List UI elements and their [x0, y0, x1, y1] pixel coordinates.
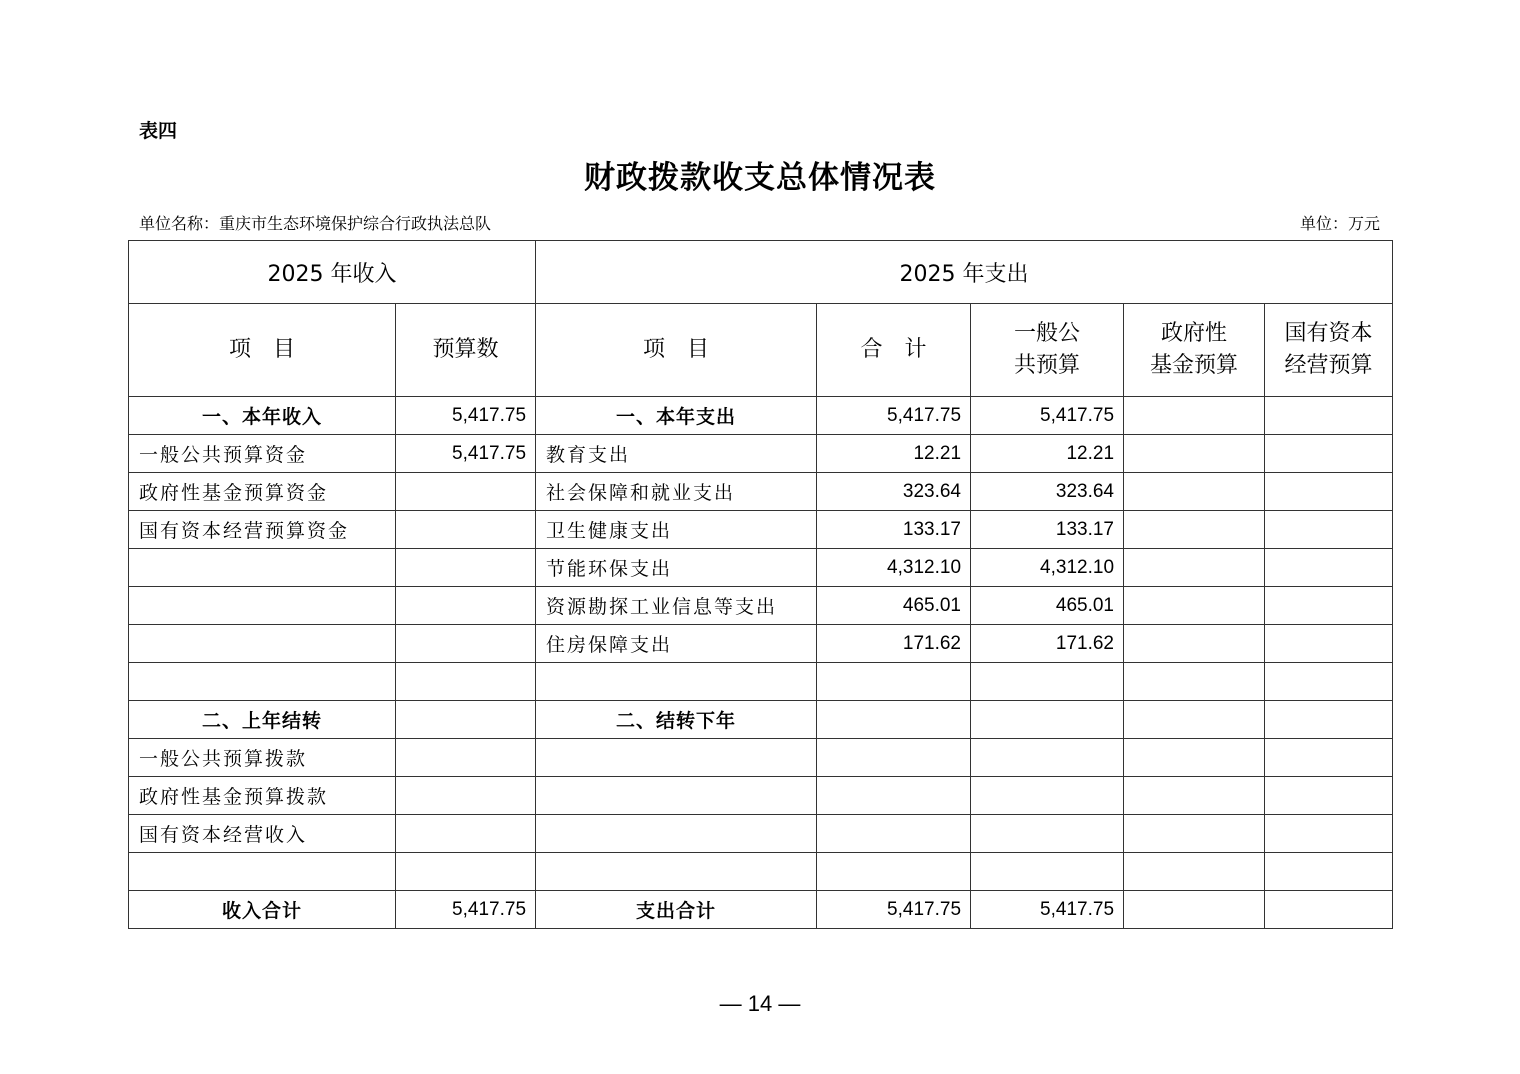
state-capital-cell: [1265, 435, 1393, 473]
income-budget-cell: [396, 511, 536, 549]
table-row: [129, 625, 1393, 663]
income-budget-cell: 5,417.75: [396, 435, 536, 473]
expense-item-cell: 教育支出: [536, 435, 817, 473]
col-gov-fund: 政府性 基金预算: [1124, 304, 1265, 397]
page-title: 财政拨款收支总体情况表: [584, 160, 936, 196]
state-capital-cell: [1265, 473, 1393, 511]
table-row: [129, 701, 1393, 739]
col-total: 合 计: [817, 304, 971, 397]
gov-fund-cell: [1124, 853, 1265, 891]
income-item-cell: 国有资本经营收入: [129, 815, 396, 853]
income-item-cell: 政府性基金预算拨款: [129, 777, 396, 815]
expense-item-cell: 资源勘探工业信息等支出: [536, 587, 817, 625]
income-budget-cell: [396, 625, 536, 663]
total-cell: 323.64: [817, 473, 971, 511]
income-item-cell: [129, 853, 396, 891]
income-budget-cell: [396, 777, 536, 815]
income-budget-cell: [396, 663, 536, 701]
table-row: [129, 815, 1393, 853]
expense-item-cell: 卫生健康支出: [536, 511, 817, 549]
income-budget-cell: [396, 853, 536, 891]
income-item-cell: 政府性基金预算资金: [129, 473, 396, 511]
income-budget-cell: [396, 473, 536, 511]
col-state-capital: 国有资本 经营预算: [1265, 304, 1393, 397]
col-expense-item: 项 目: [536, 304, 817, 397]
expense-item-cell: 二、结转下年: [536, 701, 817, 739]
income-group-header: 2025 年收入: [129, 241, 536, 304]
income-item-cell: [129, 549, 396, 587]
gov-fund-cell: [1124, 473, 1265, 511]
income-item-cell: [129, 663, 396, 701]
general-public-cell: [971, 701, 1124, 739]
state-capital-cell: [1265, 663, 1393, 701]
general-public-cell: [971, 777, 1124, 815]
total-cell: [817, 663, 971, 701]
state-capital-cell: [1265, 777, 1393, 815]
total-cell: 5,417.75: [817, 891, 971, 929]
income-item-cell: 国有资本经营预算资金: [129, 511, 396, 549]
table-row: [129, 853, 1393, 891]
table-row: [129, 891, 1393, 929]
table-row: [129, 777, 1393, 815]
table-row: [129, 473, 1393, 511]
expense-item-cell: [536, 853, 817, 891]
income-budget-cell: [396, 701, 536, 739]
income-item-cell: 二、上年结转: [129, 701, 396, 739]
general-public-cell: 12.21: [971, 435, 1124, 473]
general-public-cell: 465.01: [971, 587, 1124, 625]
col-income-item: 项 目: [129, 304, 396, 397]
total-cell: 4,312.10: [817, 549, 971, 587]
expense-item-cell: 住房保障支出: [536, 625, 817, 663]
total-cell: 465.01: [817, 587, 971, 625]
income-item-cell: [129, 587, 396, 625]
table-label: 表四: [139, 120, 178, 142]
state-capital-cell: [1265, 625, 1393, 663]
col-income-budget: 预算数: [396, 304, 536, 397]
col-general-public: 一般公 共预算: [971, 304, 1124, 397]
budget-table: [128, 240, 1393, 929]
expense-item-cell: 支出合计: [536, 891, 817, 929]
gov-fund-cell: [1124, 815, 1265, 853]
gov-fund-cell: [1124, 777, 1265, 815]
total-cell: [817, 777, 971, 815]
gov-fund-cell: [1124, 663, 1265, 701]
currency-unit: 单位：万元: [1299, 214, 1380, 233]
state-capital-cell: [1265, 701, 1393, 739]
income-budget-cell: [396, 587, 536, 625]
gov-fund-cell: [1124, 435, 1265, 473]
total-cell: [817, 739, 971, 777]
expense-item-cell: 一、本年支出: [536, 397, 817, 435]
expense-item-cell: [536, 815, 817, 853]
expense-item-cell: [536, 739, 817, 777]
total-cell: 133.17: [817, 511, 971, 549]
total-cell: [817, 815, 971, 853]
gov-fund-cell: [1124, 891, 1265, 929]
state-capital-cell: [1265, 397, 1393, 435]
expense-item-cell: 社会保障和就业支出: [536, 473, 817, 511]
general-public-cell: 171.62: [971, 625, 1124, 663]
general-public-cell: [971, 853, 1124, 891]
total-cell: 12.21: [817, 435, 971, 473]
state-capital-cell: [1265, 511, 1393, 549]
general-public-cell: 5,417.75: [971, 397, 1124, 435]
table-row: [129, 663, 1393, 701]
general-public-cell: 133.17: [971, 511, 1124, 549]
gov-fund-cell: [1124, 739, 1265, 777]
state-capital-cell: [1265, 549, 1393, 587]
general-public-cell: 4,312.10: [971, 549, 1124, 587]
state-capital-cell: [1265, 739, 1393, 777]
income-budget-cell: [396, 815, 536, 853]
group-header-row: [129, 241, 1393, 304]
income-item-cell: 一、本年收入: [129, 397, 396, 435]
gov-fund-cell: [1124, 397, 1265, 435]
expense-item-cell: [536, 663, 817, 701]
state-capital-cell: [1265, 587, 1393, 625]
expense-item-cell: [536, 777, 817, 815]
state-capital-cell: [1265, 853, 1393, 891]
total-cell: [817, 853, 971, 891]
table-row: [129, 549, 1393, 587]
table-row: [129, 397, 1393, 435]
expense-item-cell: 节能环保支出: [536, 549, 817, 587]
state-capital-cell: [1265, 815, 1393, 853]
gov-fund-cell: [1124, 587, 1265, 625]
state-capital-cell: [1265, 891, 1393, 929]
expense-group-header: 2025 年支出: [536, 241, 1393, 304]
total-cell: 5,417.75: [817, 397, 971, 435]
income-item-cell: [129, 625, 396, 663]
total-cell: [817, 701, 971, 739]
column-header-row: [129, 304, 1393, 397]
general-public-cell: 323.64: [971, 473, 1124, 511]
unit-name: 单位名称：重庆市生态环境保护综合行政执法总队: [139, 214, 492, 233]
income-item-cell: 一般公共预算资金: [129, 435, 396, 473]
income-budget-cell: 5,417.75: [396, 891, 536, 929]
table-row: [129, 511, 1393, 549]
table-row: [129, 739, 1393, 777]
general-public-cell: [971, 739, 1124, 777]
gov-fund-cell: [1124, 701, 1265, 739]
page-number: — 14 —: [719, 991, 801, 1016]
income-item-cell: 收入合计: [129, 891, 396, 929]
table-row: [129, 587, 1393, 625]
gov-fund-cell: [1124, 625, 1265, 663]
total-cell: 171.62: [817, 625, 971, 663]
income-budget-cell: [396, 739, 536, 777]
general-public-cell: [971, 663, 1124, 701]
general-public-cell: 5,417.75: [971, 891, 1124, 929]
gov-fund-cell: [1124, 511, 1265, 549]
income-budget-cell: [396, 549, 536, 587]
table-row: [129, 435, 1393, 473]
income-item-cell: 一般公共预算拨款: [129, 739, 396, 777]
gov-fund-cell: [1124, 549, 1265, 587]
income-budget-cell: 5,417.75: [396, 397, 536, 435]
general-public-cell: [971, 815, 1124, 853]
